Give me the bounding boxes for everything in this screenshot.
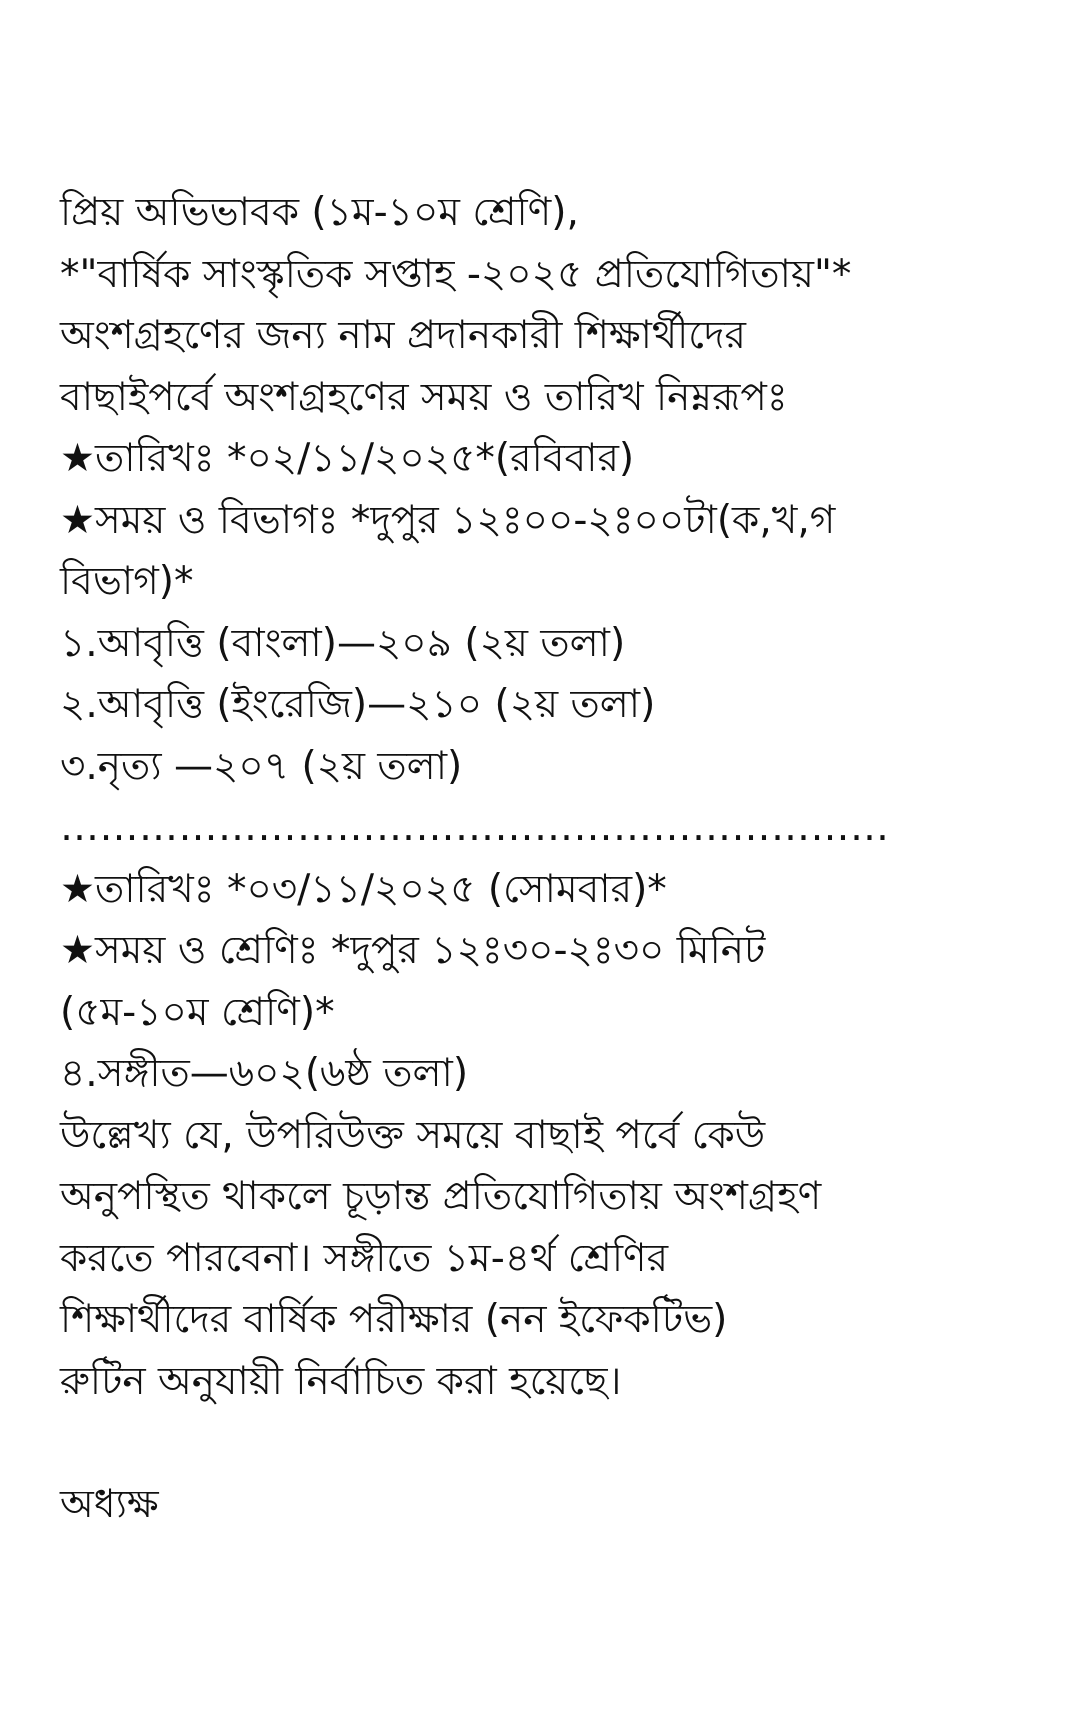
- signature: অধ্যক্ষ: [60, 1481, 159, 1527]
- notice-message: [60, 182, 1060, 1535]
- session2-time: ★সময় ও শ্রেণিঃ *দুপুর ১২ঃ৩০-২ঃ৩০ মিনিট: [60, 928, 766, 973]
- note-line: উল্লেখ্য যে, উপরিউক্ত সময়ে বাছাই পর্বে কেউ: [60, 1112, 766, 1158]
- session2-date: ★তারিখঃ *০৩/১১/২০২৫ (সোমবার)*: [60, 866, 667, 912]
- note-line: রুটিন অনুযায়ী নির্বাচিত করা হয়েছে।: [60, 1358, 622, 1404]
- session1-item: ২.আবৃত্তি (ইংরেজি)—২১০ (২য় তলা): [60, 682, 656, 727]
- intro-line: অংশগ্রহণের জন্য নাম প্রদানকারী শিক্ষার্থীদের: [60, 313, 746, 358]
- session1-time: ★সময় ও বিভাগঃ *দুপুর ১২ঃ০০-২ঃ০০টা(ক,খ,গ: [60, 497, 836, 543]
- note-line: করতে পারবেনা। সঙ্গীতে ১ম-৪র্থ শ্রেণির: [60, 1235, 669, 1281]
- session2-item: ৪.সঙ্গীত—৬০২(৬ষ্ঠ তলা): [60, 1051, 469, 1096]
- greeting: প্রিয় অভিভাবক (১ম-১০ম শ্রেণি),: [60, 190, 579, 235]
- blank-line: [60, 1412, 1060, 1474]
- intro-line: *"বার্ষিক সাংস্কৃতিক সপ্তাহ -২০২৫ প্রতিযোগিতায়"*: [60, 251, 852, 297]
- session1-date: ★তারিখঃ *০২/১১/২০২৫*(রবিবার): [60, 436, 635, 481]
- note-line: শিক্ষার্থীদের বার্ষিক পরীক্ষার (নন ইফেকটিভ): [60, 1297, 728, 1342]
- note-line: অনুপস্থিত থাকলে চূড়ান্ত প্রতিযোগিতায় অংশগ্রহণ: [60, 1174, 822, 1219]
- session1-item: ৩.নৃত্য —২০৭ (২য় তলা): [60, 743, 463, 789]
- session2-time: (৫ম-১০ম শ্রেণি)*: [60, 989, 335, 1035]
- separator-dots: ………………………………………………………: [60, 805, 890, 850]
- session1-time: বিভাগ)*: [60, 559, 194, 604]
- intro-line: বাছাইপর্বে অংশগ্রহণের সময় ও তারিখ নিম্নরূপঃ: [60, 374, 788, 420]
- session1-item: ১.আবৃত্তি (বাংলা)—২০৯ (২য় তলা): [60, 620, 626, 666]
